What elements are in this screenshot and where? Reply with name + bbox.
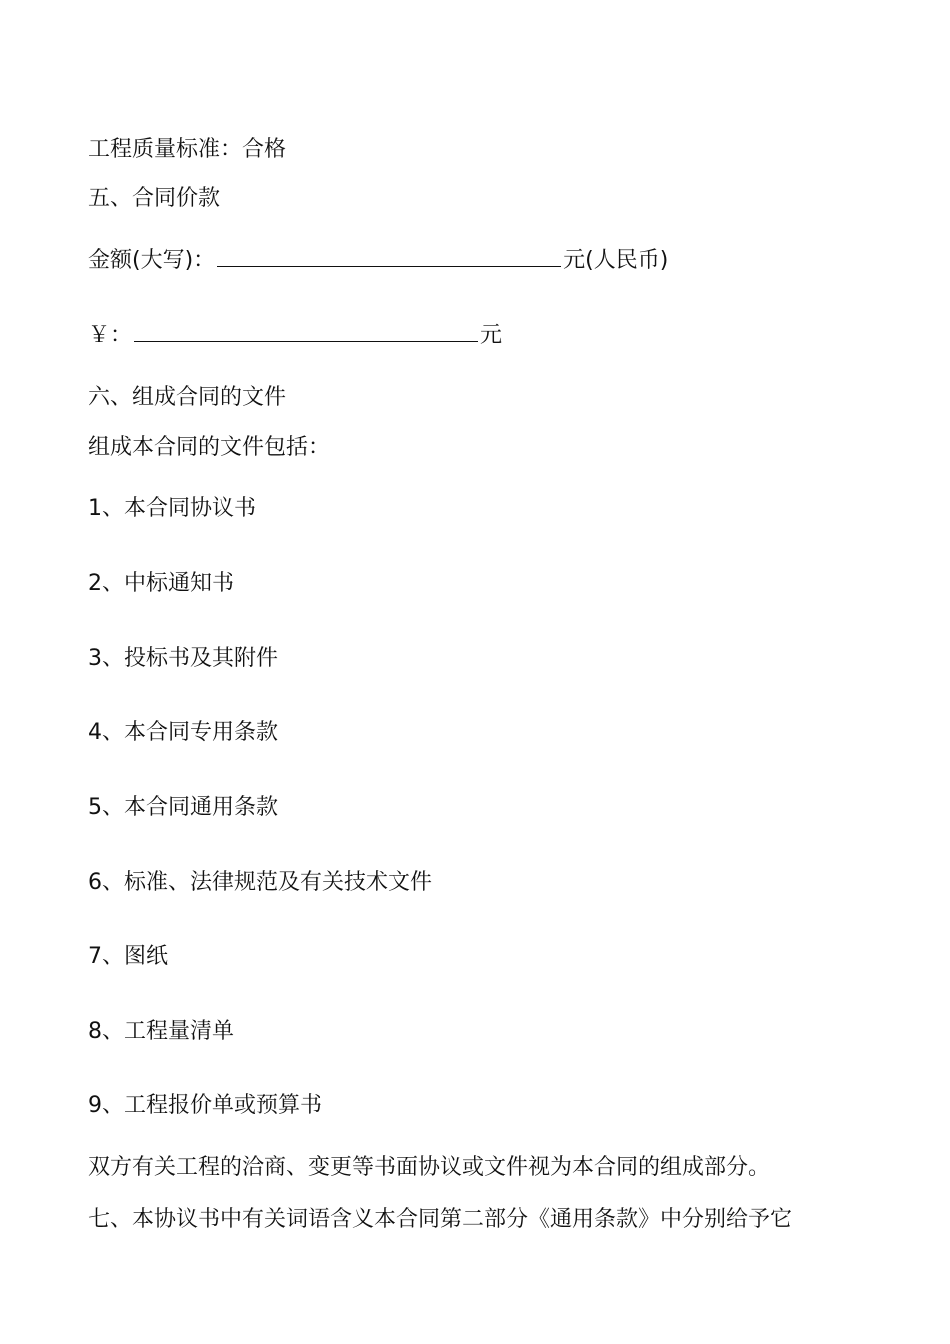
documents-intro: 组成本合同的文件包括： bbox=[88, 435, 331, 460]
yen-unit: 元 bbox=[480, 323, 503, 348]
yen-line bbox=[88, 322, 502, 350]
document-item: 1、本合同协议书 bbox=[88, 496, 256, 521]
document-item: 8、工程量清单 bbox=[88, 1019, 234, 1044]
amount-unit: 元(人民币) bbox=[563, 248, 669, 273]
section-7-text: 七、本协议书中有关词语含义本合同第二部分《通用条款》中分别给予它 bbox=[88, 1207, 793, 1232]
closing-sentence: 双方有关工程的洽商、变更等书面协议或文件视为本合同的组成部分。 bbox=[88, 1155, 771, 1180]
document-item: 7、图纸 bbox=[88, 944, 168, 969]
document-item: 3、投标书及其附件 bbox=[88, 646, 278, 671]
document-item: 9、工程报价单或预算书 bbox=[88, 1093, 322, 1118]
document-item: 4、本合同专用条款 bbox=[88, 720, 278, 745]
section-5-heading: 五、合同价款 bbox=[88, 186, 221, 211]
quality-standard-line: 工程质量标准：合格 bbox=[88, 137, 287, 162]
document-item: 6、标准、法律规范及有关技术文件 bbox=[88, 870, 432, 895]
amount-line bbox=[88, 247, 668, 275]
document-item: 2、中标通知书 bbox=[88, 571, 234, 596]
document-item: 5、本合同通用条款 bbox=[88, 795, 278, 820]
amount-label: 金额(大写)： bbox=[88, 248, 216, 273]
yen-blank bbox=[134, 323, 478, 342]
yen-label: ￥： bbox=[88, 323, 133, 348]
amount-blank bbox=[217, 248, 561, 267]
section-6-heading: 六、组成合同的文件 bbox=[88, 385, 287, 410]
